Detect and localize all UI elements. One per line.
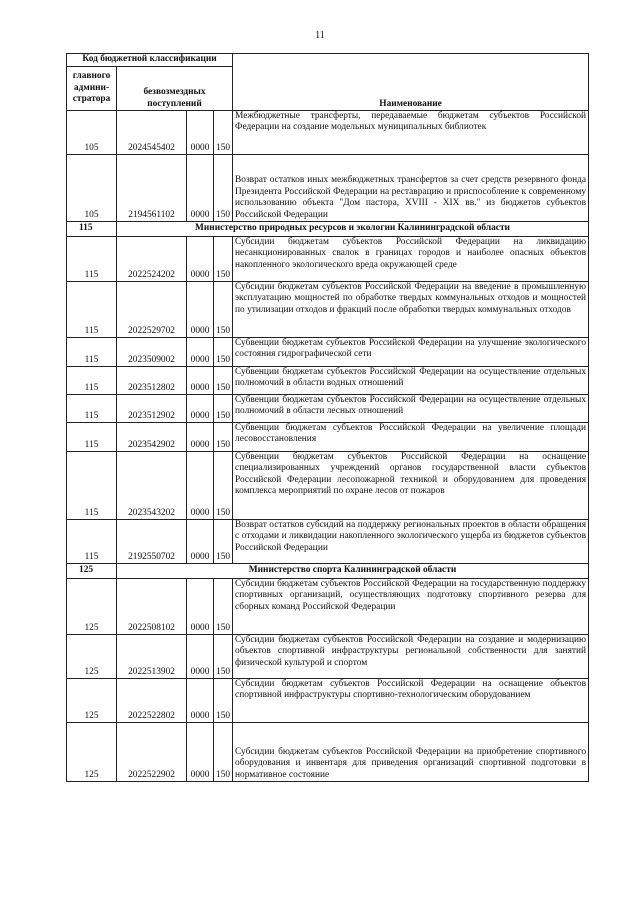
subgroup-code: 0000 (187, 723, 214, 782)
admin-code: 105 (67, 111, 117, 155)
item-description: Субвенции бюджетам субъектов Российской Федерации на осуществление отдельных полномочий в области водных отношений (233, 367, 589, 395)
suffix-code: 150 (214, 723, 233, 782)
revenue-code: 2023543202 (117, 452, 187, 520)
admin-code: 115 (67, 367, 117, 395)
subgroup-code: 0000 (187, 679, 214, 723)
header-name-column: Наименование (233, 54, 589, 111)
header-revenue-column: безвозмездных поступлений (117, 67, 233, 111)
suffix-code: 150 (214, 338, 233, 367)
revenue-code: 2022522902 (117, 723, 187, 782)
suffix-code: 150 (214, 579, 233, 635)
admin-code: 115 (67, 237, 117, 282)
suffix-code: 150 (214, 679, 233, 723)
admin-code: 115 (67, 395, 117, 423)
page-number: 11 (315, 30, 325, 41)
table-row (67, 111, 589, 155)
revenue-code: 2194561102 (117, 155, 187, 222)
suffix-code: 150 (214, 237, 233, 282)
table-body (67, 111, 589, 782)
table-row (67, 452, 589, 520)
admin-code: 125 (67, 723, 117, 782)
suffix-code: 150 (214, 635, 233, 679)
ministry-code: 125 (67, 564, 117, 579)
ministry-code: 115 (67, 222, 117, 237)
subgroup-code: 0000 (187, 452, 214, 520)
revenue-code: 2022508102 (117, 579, 187, 635)
table-header-group-row (67, 54, 589, 67)
revenue-code: 2192550702 (117, 520, 187, 564)
item-description: Возврат остатков субсидий на поддержку региональных проектов в области обращения с отходами и ликвидации накопленного экологического ущерба из бюджетов субъектов Российской Федерации (233, 520, 589, 564)
revenue-code: 2023509002 (117, 338, 187, 367)
revenue-code: 2022524202 (117, 237, 187, 282)
item-description: Субсидии бюджетам субъектов Российской Федерации на введение в промышленную эксплуатацию мощностей по обработке твердых коммунальных отходов и мощностей по утилизации отходов и фракций после обработки твердых коммунальных отходов (233, 282, 589, 338)
revenue-code: 2023542902 (117, 423, 187, 452)
suffix-code: 150 (214, 452, 233, 520)
subgroup-code: 0000 (187, 423, 214, 452)
ministry-row (67, 222, 589, 237)
table-row (67, 237, 589, 282)
revenue-code: 2022513902 (117, 635, 187, 679)
item-description: Субвенции бюджетам субъектов Российской Федерации на оснащение специализированных учреждений органов государственной власти субъектов Российской Федерации лесопожарной техникой и оборудованием для проведения комплекса мероприятий по охране лесов от пожаров (233, 452, 589, 520)
admin-code: 115 (67, 282, 117, 338)
suffix-code: 150 (214, 520, 233, 564)
ministry-row (67, 564, 589, 579)
table-row (67, 367, 589, 395)
subgroup-code: 0000 (187, 338, 214, 367)
item-description: Субсидии бюджетам субъектов Российской Федерации на оснащение объектов спортивной инфраструктуры спортивно-технологическим оборудованием (233, 679, 589, 723)
table-row (67, 338, 589, 367)
suffix-code: 150 (214, 155, 233, 222)
admin-code: 115 (67, 338, 117, 367)
suffix-code: 150 (214, 282, 233, 338)
admin-code: 125 (67, 679, 117, 723)
budget-classification-table (66, 53, 589, 782)
item-description: Субсидии бюджетам субъектов Российской Федерации на создание и модернизацию объектов спортивной инфраструктуры региональной собственности для занятий физической культурой и спортом (233, 635, 589, 679)
subgroup-code: 0000 (187, 111, 214, 155)
item-description: Межбюджетные трансферты, передаваемые бюджетам субъектов Российской Федерации на создание модельных муниципальных библиотек (233, 111, 589, 155)
table-row (67, 579, 589, 635)
admin-code: 115 (67, 452, 117, 520)
admin-code: 115 (67, 520, 117, 564)
header-group-title: Код бюджетной классификации (67, 54, 233, 67)
subgroup-code: 0000 (187, 579, 214, 635)
revenue-code: 2023512902 (117, 395, 187, 423)
subgroup-code: 0000 (187, 155, 214, 222)
subgroup-code: 0000 (187, 635, 214, 679)
admin-code: 125 (67, 635, 117, 679)
header-admin-column: главного админи-стратора (67, 67, 117, 111)
table-row (67, 723, 589, 782)
suffix-code: 150 (214, 367, 233, 395)
revenue-code: 2022529702 (117, 282, 187, 338)
subgroup-code: 0000 (187, 367, 214, 395)
table-row (67, 282, 589, 338)
revenue-code: 2024545402 (117, 111, 187, 155)
ministry-name: Министерство спорта Калининградской области (117, 564, 589, 579)
subgroup-code: 0000 (187, 237, 214, 282)
subgroup-code: 0000 (187, 520, 214, 564)
table-row (67, 423, 589, 452)
table-row (67, 679, 589, 723)
item-description: Возврат остатков иных межбюджетных трансфертов за счет средств резервного фонда Президента Российской Федерации на реставрацию и приспособление к современному использованию объекта "Дом пастора, XVIII - XIX вв." из бюджетов субъектов Российской Федерации (233, 155, 589, 222)
item-description: Субсидии бюджетам субъектов Российской Федерации на государственную поддержку спортивных организаций, осуществляющих подготовку спортивного резерва для сборных команд Российской Федерации (233, 579, 589, 635)
table-row (67, 155, 589, 222)
item-description: Субсидии бюджетам субъектов Российской Федерации на приобретение спортивного оборудования и инвентаря для приведения организаций спортивной подготовки в нормативное состояние (233, 723, 589, 782)
suffix-code: 150 (214, 111, 233, 155)
ministry-name: Министерство природных ресурсов и экологии Калининградской области (117, 222, 589, 237)
revenue-code: 2022522802 (117, 679, 187, 723)
admin-code: 125 (67, 579, 117, 635)
revenue-code: 2023512802 (117, 367, 187, 395)
item-description: Субвенции бюджетам субъектов Российской Федерации на осуществление отдельных полномочий в области лесных отношений (233, 395, 589, 423)
item-description: Субвенции бюджетам субъектов Российской Федерации на увеличение площади лесовосстановления (233, 423, 589, 452)
subgroup-code: 0000 (187, 282, 214, 338)
table-row (67, 520, 589, 564)
suffix-code: 150 (214, 423, 233, 452)
item-description: Субсидии бюджетам субъектов Российской Федерации на ликвидацию несанкционированных свалок в границах городов и наиболее опасных объектов накопленного экологического вреда окружающей среде (233, 237, 589, 282)
table-row (67, 395, 589, 423)
table-row (67, 635, 589, 679)
admin-code: 105 (67, 155, 117, 222)
item-description: Субвенции бюджетам субъектов Российской Федерации на улучшение экологического состояния гидрографической сети (233, 338, 589, 367)
subgroup-code: 0000 (187, 395, 214, 423)
admin-code: 115 (67, 423, 117, 452)
suffix-code: 150 (214, 395, 233, 423)
